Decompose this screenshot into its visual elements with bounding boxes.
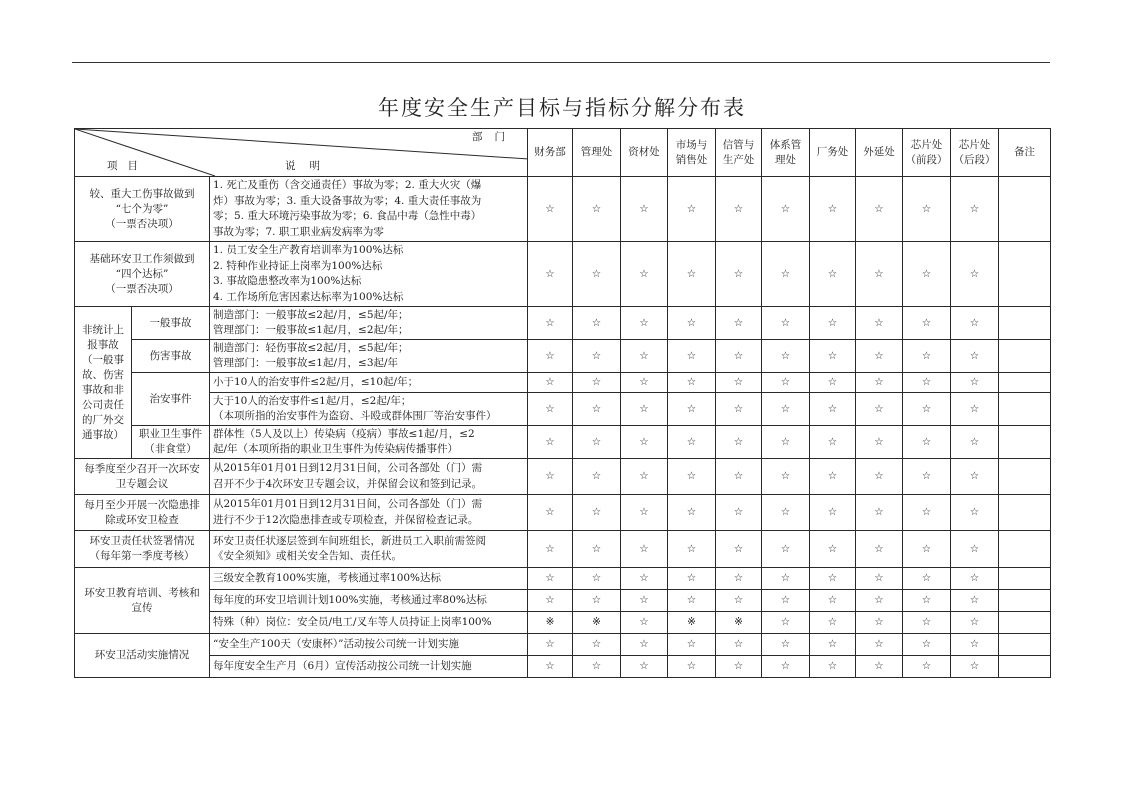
rating-mark: ☆ [810,340,856,373]
rating-mark: ☆ [762,568,810,590]
rating-mark: ☆ [762,177,810,242]
table-row [75,656,1051,678]
dept-header [999,129,1051,177]
rating-mark: ☆ [668,590,716,612]
rating-mark: ☆ [810,307,856,340]
text-line: 4. 工作场所危害因素达标率为100%达标 [213,290,404,303]
rating-mark: ☆ [762,656,810,678]
dept-header [528,129,573,177]
rating-mark: ☆ [762,459,810,495]
rating-mark: ☆ [716,307,762,340]
text-line: 从2015年01月01日到12月31日间，公司各部处（门）需 [213,462,483,474]
rating-mark: ☆ [573,307,621,340]
dept-label: 管理处 [580,146,613,158]
text-line: 进行不少于12次隐患排查或专项检查，并保留检查记录。 [213,513,479,526]
rating-mark: ☆ [810,531,856,568]
description [210,177,528,242]
text-line: 《安全须知》或相关安全告知、责任状。 [213,550,402,562]
rating-mark: ☆ [951,459,999,495]
rating-mark: ☆ [668,426,716,459]
dept-header [668,129,716,177]
rating-mark: ☆ [951,634,999,656]
dept-header [810,129,856,177]
rating-mark: ☆ [573,568,621,590]
corner-header [75,129,528,177]
rating-mark: ☆ [903,393,951,426]
description [210,612,528,634]
remark-cell [999,568,1051,590]
text-line: 每年度安全生产月（6月）宣传活动按公司统一计划实施 [213,659,472,672]
rating-mark: ☆ [573,495,621,531]
rating-mark: ☆ [810,656,856,678]
dept-label: （后段） [953,153,996,166]
rating-mark: ☆ [528,656,573,678]
rating-mark: ☆ [856,634,903,656]
rating-mark: ☆ [716,393,762,426]
rating-mark: ☆ [528,568,573,590]
rating-mark: ☆ [528,426,573,459]
rating-mark: ☆ [716,656,762,678]
rating-mark: ☆ [810,373,856,393]
rating-mark: ☆ [716,531,762,568]
dept-header [856,129,903,177]
text-line: “七个为零” [115,202,169,215]
rating-mark: ☆ [951,612,999,634]
description [210,656,528,678]
rating-mark: ☆ [528,373,573,393]
rating-mark: ☆ [856,495,903,531]
text-line: 大于10人的治安事件≤1起/月，≤2起/年； [213,394,412,407]
rating-mark: ☆ [528,340,573,373]
remark-cell [999,531,1051,568]
description [210,242,528,307]
dept-header [903,129,951,177]
sub-item-label [132,426,210,459]
rating-mark: ☆ [762,340,810,373]
rating-mark: ☆ [903,340,951,373]
text-line: “安全生产100天（安康杯）”活动按公司统一计划实施 [213,637,460,650]
rating-mark: ☆ [810,612,856,634]
rating-mark: ☆ [621,459,668,495]
rating-mark: ☆ [810,177,856,242]
rating-mark: ☆ [903,531,951,568]
rating-mark: ☆ [573,393,621,426]
rating-mark: ☆ [621,590,668,612]
rating-mark: ☆ [621,568,668,590]
text-line: 2. 特种作业持证上岗率为100%达标 [213,259,383,272]
dept-label: 外延处 [863,146,895,158]
item-label [75,531,210,568]
text-line: （本项所指的治安事件为盗窃、斗殴或群体围厂等治安事件） [213,410,497,422]
rating-mark: ☆ [716,590,762,612]
rating-mark: ☆ [856,393,903,426]
corner-desc-label: 说明 [285,160,334,172]
rating-mark: ☆ [668,340,716,373]
target-distribution-table [74,128,1051,678]
rating-mark: ☆ [716,242,762,307]
rating-mark: ☆ [951,242,999,307]
rating-mark: ☆ [668,373,716,393]
rating-mark: ☆ [762,531,810,568]
text-line: 1. 死亡及重伤（含交通责任）事故为零；2. 重大火灾（爆 [213,179,482,191]
remark-cell [999,590,1051,612]
text-line: 的厂外交 [82,413,124,426]
rating-mark: ☆ [716,568,762,590]
rating-mark: ☆ [573,590,621,612]
sub-item-label [132,373,210,426]
table-row [75,393,1051,426]
rating-mark: ☆ [573,426,621,459]
text-line: 召开不少于4次环安卫专题会议，并保留会议和签到记录。 [213,477,483,490]
rating-mark: ※ [668,612,716,634]
rating-mark: ☆ [621,373,668,393]
text-line: 职业卫生事件 [139,428,202,440]
rating-mark: ☆ [621,177,668,242]
text-line: 零；5. 重大环境污染事故为零；6. 食品中毒（急性中毒） [213,210,482,222]
text-line: 炸）事故为零；3. 重大设备事故为零；4. 重大责任事故为 [213,194,482,207]
rating-mark: ☆ [668,177,716,242]
rating-mark: ☆ [668,531,716,568]
dept-label: 信管与 [722,138,755,151]
remark-cell [999,177,1051,242]
rating-mark: ☆ [668,495,716,531]
rating-mark: ☆ [856,612,903,634]
dept-header [716,129,762,177]
rating-mark: ☆ [856,656,903,678]
item-label [75,459,210,495]
item-label [75,177,210,242]
text-line: 3. 事故隐患整改率为100%达标 [213,275,362,287]
rating-mark: ☆ [573,656,621,678]
text-line: 每月至少开展一次隐患排 [84,498,200,511]
rating-mark: ☆ [903,495,951,531]
rating-mark: ☆ [668,568,716,590]
rating-mark: ☆ [762,495,810,531]
rating-mark: ☆ [716,495,762,531]
top-rule [72,62,1050,63]
rating-mark: ☆ [668,393,716,426]
rating-mark: ☆ [903,307,951,340]
rating-mark: ☆ [856,307,903,340]
dept-label: （前段） [905,153,948,166]
rating-mark: ☆ [621,426,668,459]
dept-label: 芯片处 [910,138,943,151]
text-line: 公司责任 [82,398,124,411]
rating-mark: ☆ [762,373,810,393]
rating-mark: ☆ [762,590,810,612]
text-line: 每季度至少召开一次环安 [84,462,200,475]
rating-mark: ☆ [762,307,810,340]
dept-label: 销售处 [675,153,708,166]
text-line: 基础环安卫工作须做到 [89,252,195,265]
dept-label: 厂务处 [816,146,849,158]
item-label [75,242,210,307]
rating-mark: ☆ [810,426,856,459]
rating-mark: ☆ [573,373,621,393]
header-row [75,129,1051,177]
description [210,340,528,373]
dept-header [573,129,621,177]
table-row [75,531,1051,568]
dept-label: 市场与 [675,138,708,151]
text-line: （每年第一季度考核） [89,550,195,562]
rating-mark: ☆ [668,634,716,656]
rating-mark: ☆ [621,340,668,373]
rating-mark: ☆ [856,531,903,568]
rating-mark: ☆ [856,459,903,495]
rating-mark: ☆ [621,531,668,568]
rating-mark: ☆ [528,242,573,307]
rating-mark: ☆ [668,459,716,495]
rating-mark: ☆ [951,495,999,531]
dept-label: 体系管 [769,138,802,151]
dept-label: 生产处 [722,153,755,166]
text-line: 宣传 [131,601,153,614]
corner-item-label: 项目 [107,160,148,172]
rating-mark: ☆ [668,242,716,307]
text-line: 报事故 [87,338,119,351]
rating-mark: ☆ [810,568,856,590]
rating-mark: ☆ [528,307,573,340]
table-row [75,426,1051,459]
rating-mark: ☆ [903,612,951,634]
rating-mark: ☆ [716,459,762,495]
rating-mark: ☆ [621,393,668,426]
rating-mark: ☆ [810,459,856,495]
rating-mark: ☆ [528,393,573,426]
rating-mark: ☆ [810,495,856,531]
item-label [75,568,210,634]
dept-header [951,129,999,177]
text-line: 制造部门：轻伤事故≤2起/月，≤5起/年； [213,341,409,354]
rating-mark: ☆ [621,612,668,634]
rating-mark: ☆ [528,177,573,242]
rating-mark: ☆ [951,177,999,242]
rating-mark: ☆ [951,656,999,678]
rating-mark: ☆ [528,634,573,656]
rating-mark: ☆ [856,373,903,393]
rating-mark: ☆ [951,307,999,340]
rating-mark: ☆ [573,177,621,242]
rating-mark: ☆ [903,590,951,612]
rating-mark: ☆ [903,459,951,495]
rating-mark: ☆ [856,340,903,373]
rating-mark: ☆ [621,307,668,340]
sub-item-label [132,307,210,340]
text-line: 小于10人的治安事件≤2起/月，≤10起/年； [213,375,419,388]
text-line: 伤害事故 [149,349,192,362]
rating-mark: ☆ [810,393,856,426]
text-line: 事故为零；7. 职工职业病发病率为零 [213,225,384,238]
rating-mark: ☆ [903,568,951,590]
text-line: 每年度的环安卫培训计划100%实施，考核通过率80%达标 [213,593,487,606]
page-title: 年度安全生产目标与指标分解分布表 [378,96,746,120]
rating-mark: ☆ [573,340,621,373]
remark-cell [999,612,1051,634]
remark-cell [999,340,1051,373]
dept-label: 备注 [1014,146,1036,158]
rating-mark: ☆ [810,634,856,656]
table-row [75,340,1051,373]
description [210,426,528,459]
text-line: 除或环安卫检查 [105,513,179,526]
remark-cell [999,459,1051,495]
item-label [75,634,210,678]
rating-mark: ☆ [716,426,762,459]
text-line: 较、重大工伤事故做到 [89,187,195,200]
rating-mark: ☆ [951,568,999,590]
text-line: 治安事件 [149,392,192,405]
rating-mark: ☆ [856,426,903,459]
rating-mark: ☆ [573,242,621,307]
description [210,531,528,568]
remark-cell [999,426,1051,459]
text-line: （非食堂） [144,443,197,455]
rating-mark: ※ [528,612,573,634]
remark-cell [999,242,1051,307]
rating-mark: ☆ [668,656,716,678]
rating-mark: ☆ [903,242,951,307]
table-row [75,568,1051,590]
table-row [75,590,1051,612]
dept-header [621,129,668,177]
dept-label: 理处 [775,153,797,166]
text-line: 环安卫责任状签署情况 [89,535,195,547]
text-line: 群体性（5人及以上）传染病（疫病）事故≤1起/月，≤2 [213,427,475,440]
text-line: 环安卫责任状逐层签到车间班组长，新进员工入职前需签阅 [213,534,486,547]
rating-mark: ☆ [573,634,621,656]
rating-mark: ☆ [762,634,810,656]
rating-mark: ☆ [716,177,762,242]
corner-dept-label: 部门 [472,131,518,143]
table-row [75,373,1051,393]
rating-mark: ☆ [903,656,951,678]
description [210,393,528,426]
rating-mark: ☆ [528,495,573,531]
rating-mark: ☆ [903,634,951,656]
text-line: 卫专题会议 [115,477,169,490]
rating-mark: ☆ [716,373,762,393]
text-line: 从2015年01月01日到12月31日间，公司各部处（门）需 [213,498,483,510]
description [210,590,528,612]
rating-mark: ☆ [716,634,762,656]
dept-label: 财务部 [534,146,566,158]
rating-mark: ☆ [762,612,810,634]
text-line: 一般事故 [149,316,192,329]
rating-mark: ☆ [856,177,903,242]
item-label [75,495,210,531]
text-line: 故、伤害 [82,368,124,381]
rating-mark: ☆ [573,531,621,568]
remark-cell [999,656,1051,678]
table-row [75,242,1051,307]
text-line: 管理部门：一般事故≤1起/月，≤3起/年 [213,357,399,369]
text-line: （一票否决项） [105,282,179,295]
rating-mark: ☆ [951,590,999,612]
remark-cell [999,634,1051,656]
table-row [75,459,1051,495]
remark-cell [999,393,1051,426]
rating-mark: ☆ [810,590,856,612]
rating-mark: ☆ [762,393,810,426]
description [210,568,528,590]
group-label [75,307,132,459]
table-row [75,612,1051,634]
description [210,495,528,531]
rating-mark: ☆ [810,242,856,307]
remark-cell [999,373,1051,393]
text-line: 特殊（种）岗位：安全员/电工/叉车等人员持证上岗率100% [213,615,492,628]
rating-mark: ☆ [528,590,573,612]
rating-mark: ※ [573,612,621,634]
text-line: （一般事 [82,353,124,366]
rating-mark: ☆ [573,459,621,495]
text-line: 管理部门：一般事故≤1起/月，≤2起/年； [213,324,409,336]
rating-mark: ☆ [903,373,951,393]
description [210,373,528,393]
text-line: （一票否决项） [105,217,179,230]
remark-cell [999,495,1051,531]
description [210,634,528,656]
rating-mark: ☆ [856,590,903,612]
text-line: 三级安全教育100%实施，考核通过率100%达标 [213,571,442,584]
rating-mark: ☆ [762,426,810,459]
rating-mark: ☆ [951,531,999,568]
rating-mark: ☆ [951,373,999,393]
rating-mark: ☆ [621,656,668,678]
rating-mark: ☆ [856,568,903,590]
sub-item-label [132,340,210,373]
text-line: 通事故） [82,428,124,441]
rating-mark: ※ [716,612,762,634]
text-line: 环安卫教育培训、考核和 [84,586,200,599]
rating-mark: ☆ [528,531,573,568]
rating-mark: ☆ [621,634,668,656]
text-line: 起/年（本项所指的职业卫生事件为传染病传播事件） [213,443,459,455]
rating-mark: ☆ [621,242,668,307]
rating-mark: ☆ [903,426,951,459]
table-row [75,307,1051,340]
dept-header [762,129,810,177]
rating-mark: ☆ [716,340,762,373]
rating-mark: ☆ [903,177,951,242]
description [210,307,528,340]
text-line: 制造部门：一般事故≤2起/月，≤5起/年； [213,308,409,321]
table-row [75,495,1051,531]
remark-cell [999,307,1051,340]
rating-mark: ☆ [951,340,999,373]
text-line: “四个达标” [115,267,169,280]
rating-mark: ☆ [668,307,716,340]
text-line: 非统计上 [82,323,124,336]
rating-mark: ☆ [621,495,668,531]
text-line: 环安卫活动实施情况 [94,649,190,661]
rating-mark: ☆ [951,393,999,426]
rating-mark: ☆ [528,459,573,495]
text-line: 事故和非 [82,383,124,396]
rating-mark: ☆ [856,242,903,307]
dept-label: 芯片处 [958,138,991,151]
dept-label: 资材处 [628,146,660,158]
table-row [75,177,1051,242]
rating-mark: ☆ [951,426,999,459]
rating-mark: ☆ [762,242,810,307]
description [210,459,528,495]
table-row [75,634,1051,656]
text-line: 1. 员工安全生产教育培训率为100%达标 [213,244,404,256]
